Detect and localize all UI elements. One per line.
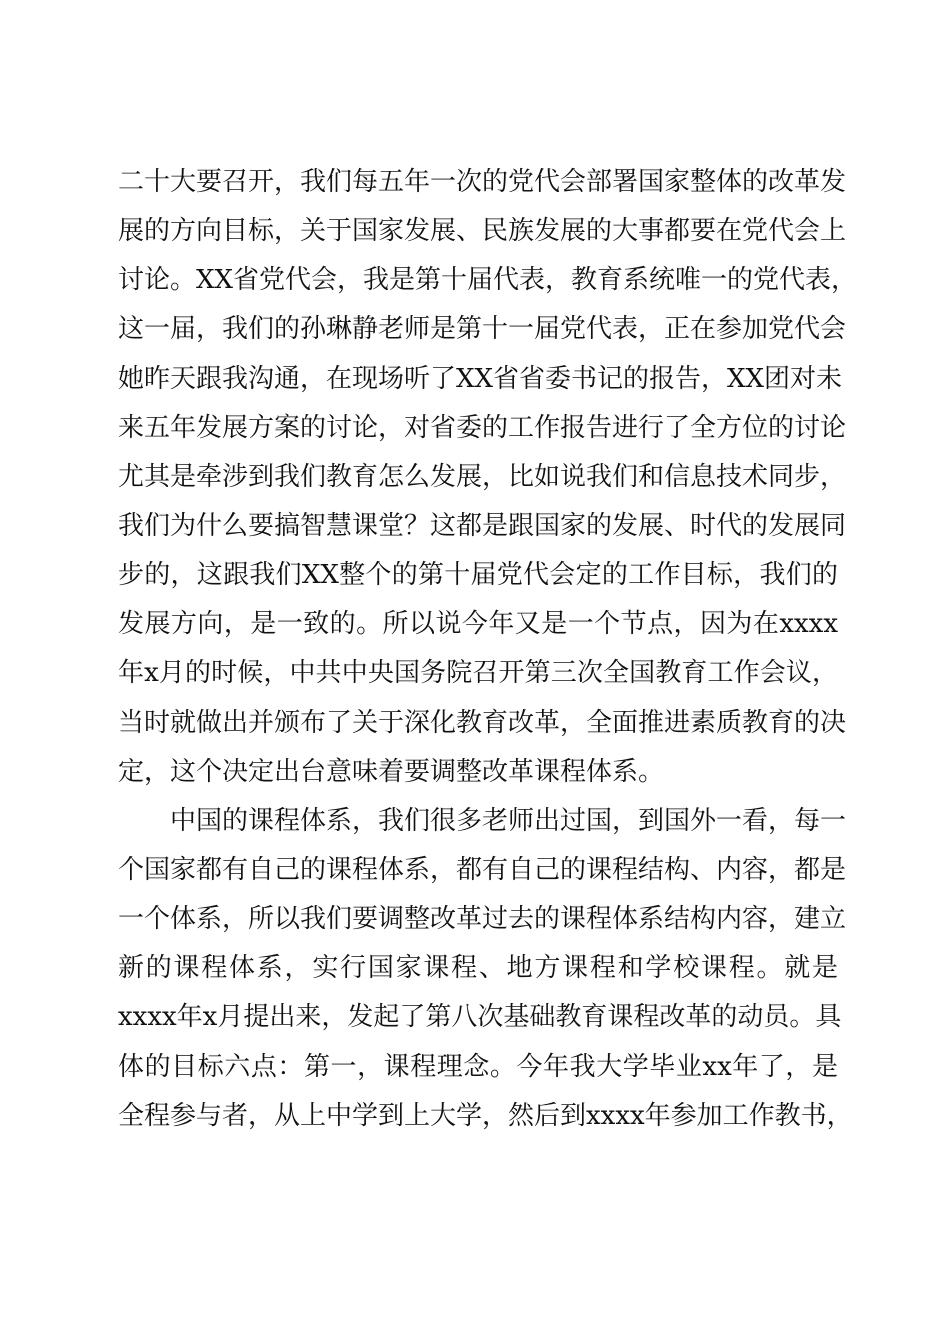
text-line: 一个体系，所以我们要调整改革过去的课程体系结构内容，建立: [118, 904, 847, 935]
text-line: 这一届，我们的孙琳静老师是第十一届党代表，正在参加党代会: [118, 314, 847, 345]
text-line: 当时就做出并颁布了关于深化教育改革，全面推进素质教育的决: [118, 707, 847, 738]
text-line: 二十大要召开，我们每五年一次的党代会部署国家整体的改革发: [118, 167, 847, 197]
paragraph-2: [118, 797, 853, 1141]
text-line: 新的课程体系，实行国家课程、地方课程和学校课程。就是: [118, 953, 838, 984]
text-line: 展的方向目标，关于国家发展、民族发展的大事都要在党代会上: [118, 216, 847, 247]
text-line: 发展方向，是一致的。所以说今年又是一个节点，因为在xxxx: [118, 609, 838, 640]
text-line: xxxx年x月提出来，发起了第八次基础教育课程改革的动员。具: [118, 1002, 842, 1033]
document-body: [118, 158, 858, 1141]
text-line: 讨论。XX省党代会，我是第十届代表，教育系统唯一的党代表，: [118, 265, 858, 296]
text-line: 步的，这跟我们XX整个的第十届党代会定的工作目标，我们的: [118, 560, 838, 591]
text-line: 全程参与者，从上中学到上大学，然后到xxxx年参加工作教书，: [118, 1100, 853, 1131]
text-line: 中国的课程体系，我们很多老师出过国，到国外一看，每一: [170, 805, 847, 836]
text-line: 我们为什么要搞智慧课堂？这都是跟国家的发展、时代的发展同: [118, 510, 847, 541]
text-line: 体的目标六点：第一，课程理念。今年我大学毕业xx年了，是: [118, 1051, 838, 1082]
text-line: 个国家都有自己的课程体系，都有自己的课程结构、内容，都是: [118, 854, 847, 885]
paragraph-1: [118, 158, 858, 797]
text-line: 尤其是牵涉到我们教育怎么发展，比如说我们和信息技术同步，: [118, 461, 847, 492]
text-line: 年x月的时候，中共中央国务院召开第三次全国教育工作会议，: [118, 658, 838, 689]
text-line: 来五年发展方案的讨论，对省委的工作报告进行了全方位的讨论: [118, 412, 847, 443]
text-line: 定，这个决定出台意味着要调整改革课程体系。: [118, 756, 665, 787]
text-line: 她昨天跟我沟通，在现场听了XX省省委书记的报告，XX团对未: [118, 363, 843, 394]
